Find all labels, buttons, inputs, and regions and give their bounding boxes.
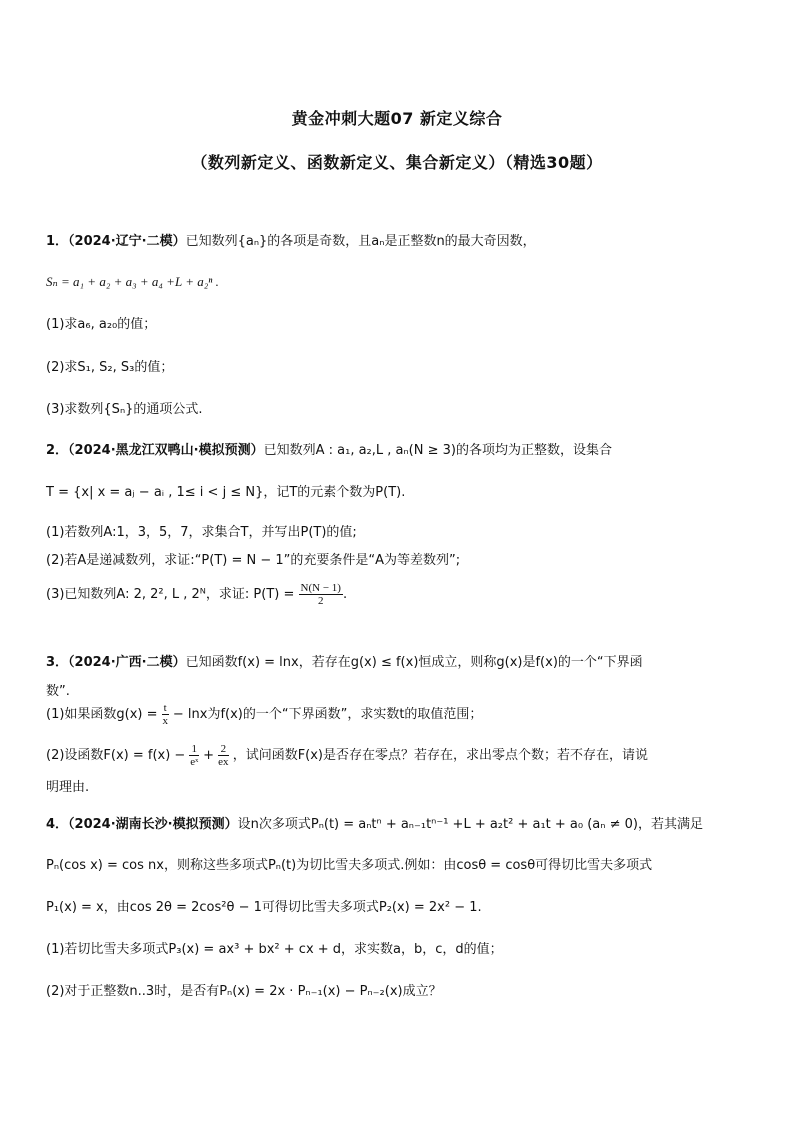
question-number: 3． <box>46 655 69 670</box>
fraction-numerator: 2 <box>218 743 228 756</box>
question-3-part-1 <box>46 702 751 727</box>
question-2-part-3 <box>46 582 751 607</box>
fraction <box>189 743 199 768</box>
question-1-part-1: (1)求a₆, a₂₀的值； <box>46 317 157 332</box>
question-1-line-1 <box>46 233 751 251</box>
question-text: (1)如果函数g(x) = <box>46 707 158 722</box>
question-3-line-1 <box>46 654 751 672</box>
question-text: 已知数列{aₙ}的各项是奇数，且aₙ是正整数n的最大奇因数， <box>185 234 536 249</box>
question-3-line-end: 明理由. <box>46 780 90 795</box>
question-source: （2024·黑龙江双鸭山·模拟预测） <box>68 443 264 458</box>
fraction-numerator: t <box>163 702 167 714</box>
question-source: （2024·广西·二模） <box>68 655 186 670</box>
question-4-part-2: (2)对于正整数n..3时，是否有Pₙ(x) = 2x · Pₙ₋₁(x) − Pₙ₋₂(x)成立？ <box>46 984 442 999</box>
question-text-end: . <box>342 587 348 602</box>
fraction <box>162 702 169 727</box>
question-text: − lnx为f(x)的一个“下界函数”，求实数t的取值范围； <box>172 707 483 722</box>
question-3-line-2: 数”. <box>46 684 70 699</box>
fraction-denominator: ex <box>218 756 229 768</box>
question-text: (2)设函数F(x) = f(x) − <box>46 748 186 763</box>
question-text: 设n次多项式Pₙ(t) = aₙtⁿ + aₙ₋₁tⁿ⁻¹ +L + a₂t² + a₁t + a₀ (aₙ ≠ 0)，若其满足 <box>237 817 703 832</box>
fraction-denominator: x <box>162 715 168 727</box>
question-3-part-2 <box>46 743 751 768</box>
question-number: 2． <box>46 443 69 458</box>
question-source: （2024·湖南长沙·模拟预测） <box>68 817 238 832</box>
plus-sign: + <box>203 748 215 763</box>
fraction-numerator: N(N − 1) <box>300 582 341 594</box>
question-2-part-1: (1)若数列A:1，3，5，7，求集合T，并写出P(T)的值; <box>46 525 357 540</box>
fraction-denominator: 2 <box>317 595 324 607</box>
question-text: ，试问函数F(x)是否存在零点？若存在，求出零点个数；若不存在，请说 <box>232 748 649 763</box>
question-1-formula: Sₙ = a₁ + a₂ + a₃ + a₄ +L + a₂ⁿ . <box>46 274 219 289</box>
question-number: 1． <box>46 234 69 249</box>
question-4-line-2: Pₙ(cos x) = cos nx，则称这些多项式Pₙ(t)为切比雪夫多项式.例如：由cosθ = cosθ可得切比雪夫多项式 <box>46 858 653 873</box>
question-source: （2024·辽宁·二模） <box>68 234 186 249</box>
fraction-numerator: 1 <box>191 743 197 755</box>
question-4-part-1: (1)若切比雪夫多项式P₃(x) = ax³ + bx² + cx + d，求实数a，b，c，d的值； <box>46 942 503 957</box>
question-4-line-1 <box>46 816 751 834</box>
page-title: 黄金冲刺大题07 新定义综合 <box>291 109 503 128</box>
question-1-part-3: (3)求数列{Sₙ}的通项公式. <box>46 402 203 417</box>
page-subtitle: （数列新定义、函数新定义、集合新定义）（精选30题） <box>191 153 603 172</box>
fraction <box>299 582 343 607</box>
question-number: 4． <box>46 817 69 832</box>
question-text: 已知数列A : a₁, a₂,L , aₙ(N ≥ 3)的各项均为正整数，设集合 <box>263 443 612 458</box>
question-text: (3)已知数列A: 2, 2², L , 2ᴺ，求证: P(T) = <box>46 587 295 602</box>
fraction-denominator: eˣ <box>190 756 199 768</box>
question-4-line-3: P₁(x) = x，由cos 2θ = 2cos²θ − 1可得切比雪夫多项式P₂(x) = 2x² − 1. <box>46 900 482 915</box>
fraction <box>218 743 228 768</box>
question-2-part-2: (2)若A是递减数列，求证:“P(T) = N − 1”的充要条件是“A为等差数列”; <box>46 553 461 568</box>
question-2-line-1 <box>46 442 751 460</box>
question-1-part-2: (2)求S₁, S₂, S₃的值； <box>46 360 174 375</box>
question-text: 已知函数f(x) = lnx，若存在g(x) ≤ f(x)恒成立，则称g(x)是f(x)的一个“下界函 <box>185 655 643 670</box>
question-2-set-definition: T = {x| x = aⱼ − aᵢ , 1≤ i < j ≤ N}，记T的元素个数为P(T). <box>46 485 406 500</box>
